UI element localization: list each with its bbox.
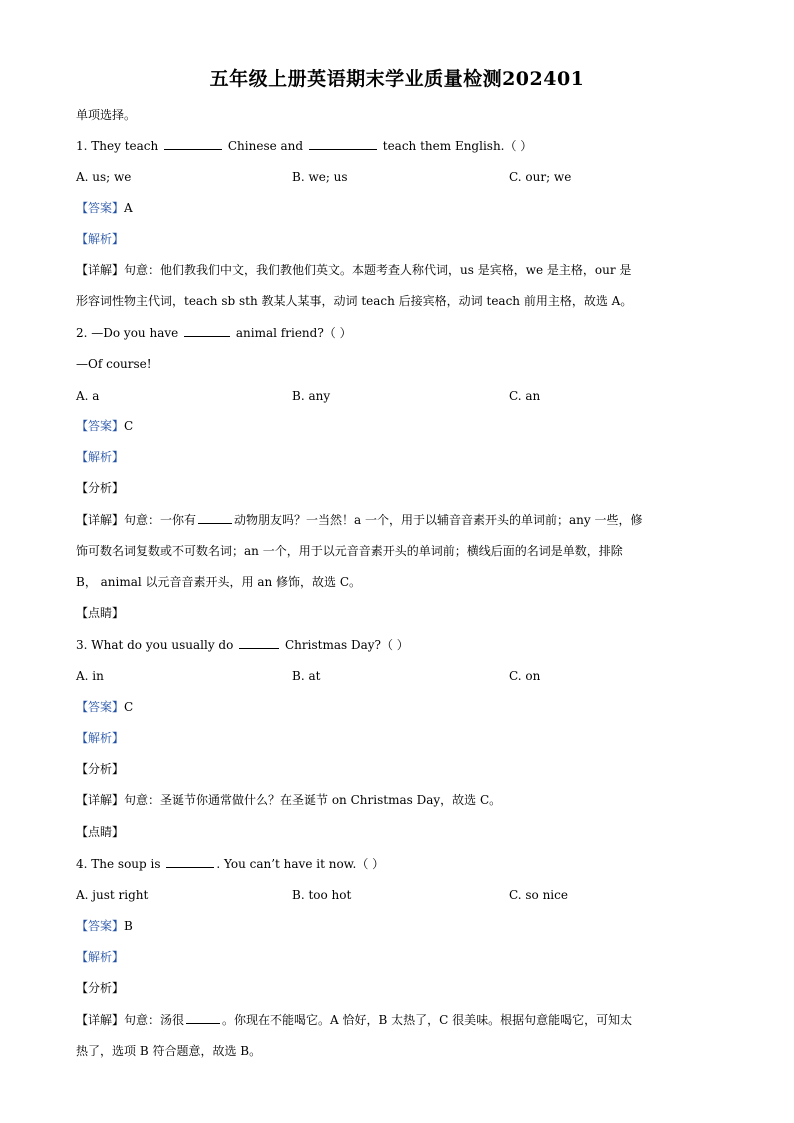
q4-option-b: B. too hot — [292, 888, 352, 902]
q4-answer — [76, 917, 736, 935]
q3-option-a: A. in — [76, 669, 104, 683]
q2-reply: —Of course! — [76, 357, 152, 371]
q3-text-b: Christmas Day?（ ） — [285, 638, 409, 652]
q4-blank — [166, 855, 214, 868]
q3-detail — [76, 791, 736, 809]
q3-answer-value: C — [124, 700, 134, 714]
q3-dianjing: 【点睛】 — [76, 825, 125, 839]
q3-option-c: C. on — [509, 669, 541, 683]
answer-tag: 【答案】 — [76, 919, 125, 933]
detail-tag: 【详解】 — [76, 263, 125, 277]
q1-blank-1 — [164, 137, 222, 150]
q4-text-b: . You can’t have it now.（ ） — [216, 857, 385, 871]
page-title: 五年级上册英语期末学业质量检测202401 — [209, 68, 585, 90]
q2-detail-line-2: 饰可数名词复数或不可数名词；an 一个，用于以元音音素开头的单词前；横线后面的名词是单数，排除 — [76, 544, 623, 558]
q2-option-b: B. any — [292, 389, 331, 403]
analysis-tag: 【解析】 — [76, 450, 125, 464]
q1-option-b: B. we; us — [292, 170, 348, 184]
q1-detail-line-1 — [76, 261, 736, 279]
q3-option-b: B. at — [292, 669, 321, 683]
answer-tag: 【答案】 — [76, 201, 125, 215]
q1-text-c: teach them English.（ ） — [382, 139, 533, 153]
q4-detail-line-2: 热了，选项 B 符合题意，故选 B。 — [76, 1044, 262, 1058]
q2-option-c: C. an — [509, 389, 541, 403]
q1-detail-line-2: 形容词性物主代词，teach sb sth 教某人某事，动词 teach 后接宾格，动词 teach 前用主格，故选 A。 — [76, 294, 633, 308]
q4-option-c: C. so nice — [509, 888, 568, 902]
q3-blank — [239, 636, 279, 649]
q2-detail-line-1 — [76, 511, 736, 529]
question-3 — [76, 636, 736, 654]
q2-detail-a: 句意：一你有 — [124, 513, 197, 527]
q2-text-b: animal friend?（ ） — [235, 326, 352, 340]
analysis-tag: 【解析】 — [76, 950, 125, 964]
q2-analysis — [76, 448, 736, 466]
q3-text-a: 3. What do you usually do — [76, 638, 234, 652]
q4-detail-blank — [186, 1011, 220, 1024]
q2-blank — [184, 324, 230, 337]
q2-answer — [76, 417, 736, 435]
q1-text-a: 1. They teach — [76, 139, 159, 153]
q1-answer-value: A — [124, 201, 133, 215]
detail-tag: 【详解】 — [76, 513, 125, 527]
q1-detail-text-1: 句意：他们教我们中文，我们教他们英文。本题考查人称代词，us 是宾格，we 是主格，our 是 — [124, 263, 632, 277]
answer-tag: 【答案】 — [76, 419, 125, 433]
analysis-tag: 【解析】 — [76, 731, 125, 745]
question-1 — [76, 137, 736, 155]
detail-tag: 【详解】 — [76, 793, 125, 807]
q4-option-a: A. just right — [76, 888, 149, 902]
q2-text-a: 2. —Do you have — [76, 326, 179, 340]
q4-detail-a: 句意：汤很 — [124, 1013, 185, 1027]
q3-fenxi: 【分析】 — [76, 762, 125, 776]
q2-detail-b: 动物朋友吗？一当然！a 一个，用于以辅音音素开头的单词前；any 一些，修 — [234, 513, 643, 527]
q4-fenxi: 【分析】 — [76, 981, 125, 995]
q3-detail-text: 句意：圣诞节你通常做什么？在圣诞节 on Christmas Day，故选 C。 — [124, 793, 502, 807]
q4-detail-b: 。你现在不能喝它。A 恰好，B 太热了，C 很美味。根据句意能喝它，可知太 — [222, 1013, 633, 1027]
q1-answer — [76, 199, 736, 217]
q2-fenxi: 【分析】 — [76, 481, 125, 495]
q4-detail-line-1 — [76, 1011, 736, 1029]
answer-tag: 【答案】 — [76, 700, 125, 714]
q3-answer — [76, 698, 736, 716]
q1-option-a: A. us; we — [76, 170, 132, 184]
q3-analysis — [76, 729, 736, 747]
q1-analysis — [76, 230, 736, 248]
q4-text-a: 4. The soup is — [76, 857, 161, 871]
q2-option-a: A. a — [76, 389, 100, 403]
q4-answer-value: B — [124, 919, 133, 933]
q4-analysis — [76, 948, 736, 966]
section-heading: 单项选择。 — [76, 108, 137, 122]
analysis-tag: 【解析】 — [76, 232, 125, 246]
q2-detail-line-3: B， animal 以元音音素开头，用 an 修饰，故选 C。 — [76, 575, 362, 589]
q2-detail-blank — [198, 511, 232, 524]
question-2 — [76, 324, 736, 342]
q1-blank-2 — [309, 137, 377, 150]
q2-answer-value: C — [124, 419, 134, 433]
q1-option-c: C. our; we — [509, 170, 572, 184]
q2-dianjing: 【点睛】 — [76, 606, 125, 620]
detail-tag: 【详解】 — [76, 1013, 125, 1027]
q1-text-b: Chinese and — [227, 139, 304, 153]
question-4 — [76, 855, 736, 873]
